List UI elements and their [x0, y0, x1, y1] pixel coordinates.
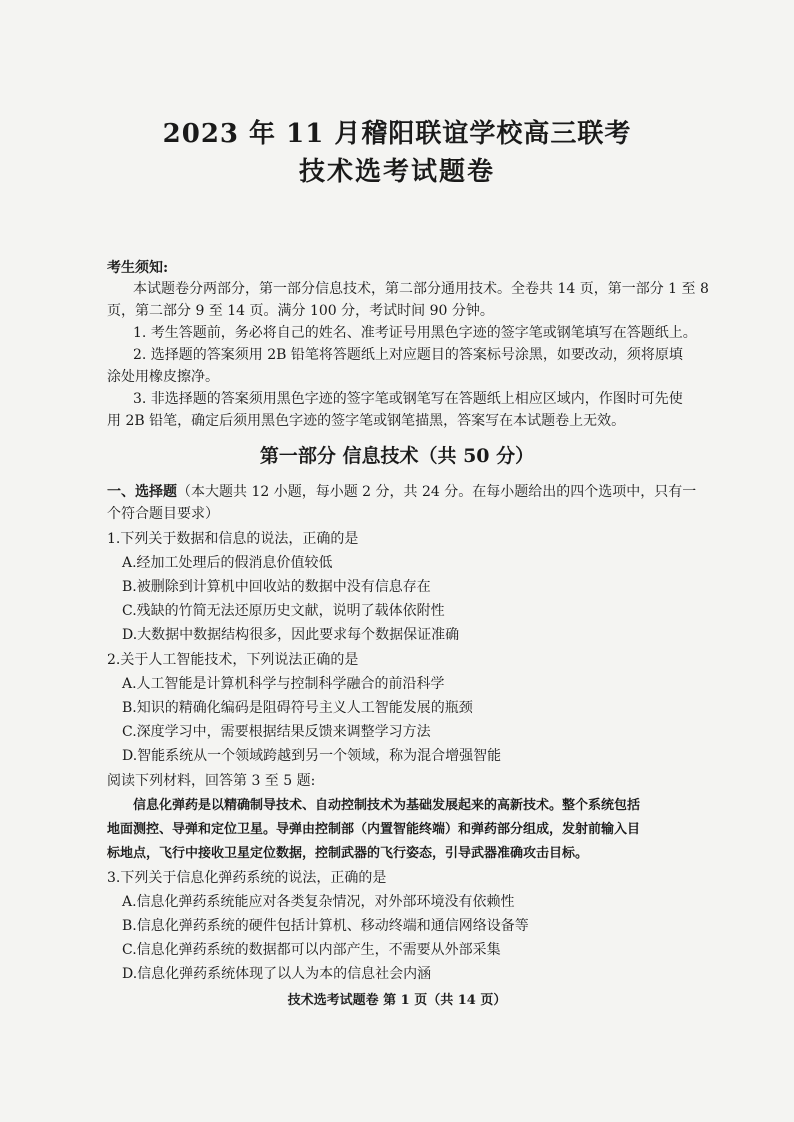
notice-line: 用 2B 铅笔，确定后须用黑色字迹的签字笔或钢笔描黑，答案写在本试题卷上无效。: [107, 413, 626, 429]
part-heading-note-2: 个符合题目要求）: [107, 506, 219, 522]
notice-line: 涂处用橡皮擦净。: [107, 369, 219, 385]
notice-line: 2. 选择题的答案须用 2B 铅笔将答题纸上对应题目的答案标号涂黑，如要改动，须将原填: [133, 347, 683, 363]
question-option: A.人工智能是计算机科学与控制科学融合的前沿科学: [122, 676, 445, 692]
page-title: 2023 年 11 月稽阳联谊学校高三联考: [162, 119, 632, 149]
reading-material-line: 地面测控、导弹和定位卫星。导弹由控制部（内置智能终端）和弹药部分组成，发射前输入目: [107, 822, 641, 837]
question-option: B.知识的精确化编码是阻碍符号主义人工智能发展的瓶颈: [122, 700, 473, 716]
part-heading-note: （本大题共 12 小题，每小题 2 分，共 24 分。在每小题给出的四个选项中，只有一: [177, 484, 697, 500]
question-option: C.深度学习中，需要根据结果反馈来调整学习方法: [122, 724, 431, 740]
question-option: D.大数据中数据结构很多，因此要求每个数据保证准确: [122, 627, 460, 643]
question-option: B.被删除到计算机中回收站的数据中没有信息存在: [122, 579, 431, 595]
question-option: C.信息化弹药系统的数据都可以内部产生，不需要从外部采集: [122, 942, 501, 958]
notice-line: 1. 考生答题前，务必将自己的姓名、准考证号用黑色字迹的签字笔或钢笔填写在答题纸上。: [133, 325, 697, 341]
page-subtitle: 技术选考试题卷: [298, 157, 495, 187]
question-stem: 2.关于人工智能技术，下列说法正确的是: [107, 652, 359, 668]
part-heading-label: 一、选择题: [107, 484, 177, 500]
notice-line: 3. 非选择题的答案须用黑色字迹的签字笔或钢笔写在答题纸上相应区域内，作图时可先使: [133, 391, 683, 407]
question-stem: 1.下列关于数据和信息的说法，正确的是: [107, 531, 359, 547]
question-option: A.信息化弹药系统能应对各类复杂情况，对外部环境没有依赖性: [122, 894, 515, 910]
notice-line: 页，第二部分 9 至 14 页。满分 100 分，考试时间 90 分钟。: [107, 303, 494, 319]
reading-prompt: 阅读下列材料，回答第 3 至 5 题:: [107, 773, 316, 789]
question-option: C.残缺的竹简无法还原历史文献，说明了载体依附性: [122, 603, 445, 619]
question-option: D.智能系统从一个领域跨越到另一个领域，称为混合增强智能: [122, 748, 502, 764]
question-option: A.经加工处理后的假消息价值较低: [122, 555, 333, 571]
question-stem: 3.下列关于信息化弹药系统的说法，正确的是: [107, 870, 387, 886]
notice-heading: 考生须知:: [107, 260, 169, 276]
page-footer: 技术选考试题卷 第 1 页（共 14 页）: [287, 993, 507, 1008]
section-title: 第一部分 信息技术（共 50 分）: [259, 445, 535, 467]
question-option: D.信息化弹药系统体现了以人为本的信息社会内涵: [122, 966, 432, 982]
notice-line: 本试题卷分两部分，第一部分信息技术，第二部分通用技术。全卷共 14 页，第一部分 1 至 8: [133, 281, 709, 297]
reading-material-line: 标地点，飞行中接收卫星定位数据，控制武器的飞行姿态，引导武器准确攻击目标。: [107, 846, 589, 861]
part-heading: [107, 483, 696, 501]
question-option: B.信息化弹药系统的硬件包括计算机、移动终端和通信网络设备等: [122, 918, 529, 934]
reading-material-line: 信息化弹药是以精确制导技术、自动控制技术为基础发展起来的高新技术。整个系统包括: [133, 798, 641, 813]
